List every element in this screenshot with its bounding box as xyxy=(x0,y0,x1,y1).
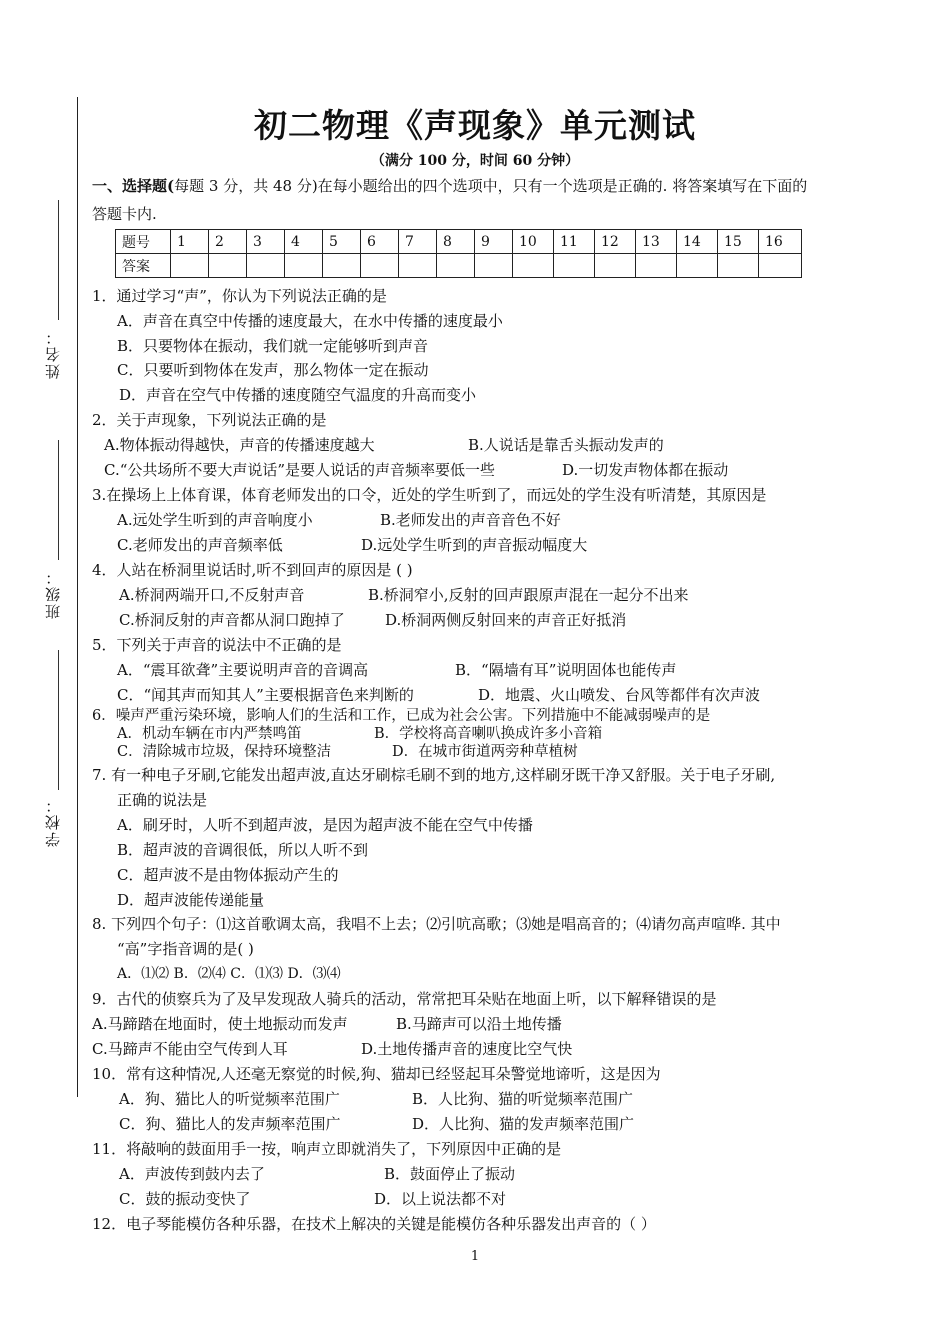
answer-cell[interactable] xyxy=(718,254,759,278)
q4-option-a: A.桥洞两端开口,不反射声音 xyxy=(119,586,305,604)
answer-cell[interactable] xyxy=(636,254,677,278)
answer-cell[interactable] xyxy=(247,254,285,278)
q3-option-b: B.老师发出的声音音色不好 xyxy=(380,511,561,529)
answer-cell[interactable] xyxy=(554,254,595,278)
q4-stem: 4．人站在桥洞里说话时,听不到回声的原因是 ( ) xyxy=(92,561,413,579)
q4-option-b: B.桥洞窄小,反射的回声跟原声混在一起分不出来 xyxy=(368,586,689,604)
q4-option-d: D.桥洞两侧反射回来的声音正好抵消 xyxy=(385,611,627,629)
question-number-cell: 10 xyxy=(513,230,554,254)
q1-option-b: B．只要物体在振动，我们就一定能够听到声音 xyxy=(117,337,429,355)
q6-stem: 6．噪声严重污染环境，影响人们的生活和工作，已成为社会公害。下列措施中不能减弱噪声的是 xyxy=(92,708,711,724)
q11-option-c: C．鼓的振动变快了 xyxy=(119,1190,251,1208)
q6-option-d: D．在城市街道两旁种草植树 xyxy=(392,744,578,760)
q10-option-a: A．狗、猫比人的听觉频率范围广 xyxy=(119,1090,340,1108)
q1-option-d: D．声音在空气中传播的速度随空气温度的升高而变小 xyxy=(119,386,477,404)
q6-option-b: B．学校将高音喇叭换成许多小音箱 xyxy=(374,726,603,742)
q7-option-a: A．刷牙时，人听不到超声波，是因为超声波不能在空气中传播 xyxy=(117,816,533,834)
answer-table xyxy=(115,229,802,278)
answer-cell[interactable] xyxy=(209,254,247,278)
answer-cell[interactable] xyxy=(437,254,475,278)
question-number-cell: 14 xyxy=(677,230,718,254)
q5-option-a: A．“震耳欲聋”主要说明声音的音调高 xyxy=(117,661,369,679)
answer-table-number-row xyxy=(116,230,802,254)
q2-option-c: C.“公共场所不要大声说话”是要人说话的声音频率要低一些 xyxy=(104,461,496,479)
q6-option-c: C．清除城市垃圾，保持环境整洁 xyxy=(117,744,332,760)
question-number-cell: 8 xyxy=(437,230,475,254)
q6-option-a: A．机动车辆在市内严禁鸣笛 xyxy=(117,726,302,742)
q8-options: A．⑴⑵ B．⑵⑷ C．⑴⑶ D．⑶⑷ xyxy=(117,966,341,982)
row-label-question: 题号 xyxy=(116,230,171,254)
question-number-cell: 4 xyxy=(285,230,323,254)
q1-option-a: A．声音在真空中传播的速度最大，在水中传播的速度最小 xyxy=(117,312,503,330)
q7-stem-cont: 正确的说法是 xyxy=(117,791,208,809)
question-number-cell: 13 xyxy=(636,230,677,254)
q2-option-d: D.一切发声物体都在振动 xyxy=(562,461,729,479)
q3-stem: 3.在操场上上体育课，体育老师发出的口令，近处的学生听到了，而远处的学生没有听清楚，其原因是 xyxy=(92,486,767,504)
question-number-cell: 3 xyxy=(247,230,285,254)
q10-option-b: B．人比狗、猫的听觉频率范围广 xyxy=(412,1090,634,1108)
q11-option-d: D．以上说法都不对 xyxy=(374,1190,507,1208)
q3-option-d: D.远处学生听到的声音振动幅度大 xyxy=(361,536,588,554)
q11-option-a: A．声波传到鼓内去了 xyxy=(119,1165,265,1183)
question-number-cell: 7 xyxy=(399,230,437,254)
q7-option-c: C．超声波不是由物体振动产生的 xyxy=(117,866,339,884)
answer-cell[interactable] xyxy=(513,254,554,278)
answer-cell[interactable] xyxy=(399,254,437,278)
q5-option-b: B．“隔墙有耳”说明固体也能传声 xyxy=(455,661,677,679)
answer-cell[interactable] xyxy=(677,254,718,278)
q7-option-b: B．超声波的音调很低，所以人听不到 xyxy=(117,841,369,859)
q9-option-a: A.马蹄踏在地面时，使土地振动而发声 xyxy=(92,1015,348,1033)
class-label: 班级： xyxy=(44,568,62,619)
q8-stem-cont: “高”字指音调的是( ) xyxy=(117,940,254,958)
q7-stem: 7. 有一种电子牙刷,它能发出超声波,直达牙刷棕毛刷不到的地方,这样刷牙既干净又舒服。关于电子牙刷, xyxy=(92,766,776,784)
section-heading: 一、选择题( xyxy=(92,177,175,195)
q2-stem: 2．关于声现象，下列说法正确的是 xyxy=(92,411,327,429)
question-number-cell: 5 xyxy=(323,230,361,254)
q9-stem: 9．古代的侦察兵为了及早发现敌人骑兵的活动，常常把耳朵贴在地面上听，以下解释错误的是 xyxy=(92,990,717,1008)
q8-stem: 8. 下列四个句子：⑴这首歌调太高，我唱不上去；⑵引吭高歌；⑶她是唱高音的；⑷请勿高声喧哗. 其中 xyxy=(92,915,781,933)
q10-option-c: C．狗、猫比人的发声频率范围广 xyxy=(119,1115,341,1133)
q3-option-c: C.老师发出的声音频率低 xyxy=(117,536,283,554)
page-subtitle: （满分 100 分，时间 60 分钟） xyxy=(370,153,580,169)
q5-stem: 5．下列关于声音的说法中不正确的是 xyxy=(92,636,342,654)
section-instructions-cont: 答题卡内. xyxy=(92,205,157,223)
school-field-line xyxy=(58,650,59,790)
page-title: 初二物理《声现象》单元测试 xyxy=(254,106,696,145)
answer-cell[interactable] xyxy=(475,254,513,278)
question-number-cell: 11 xyxy=(554,230,595,254)
section-instructions xyxy=(92,176,807,196)
question-number-cell: 12 xyxy=(595,230,636,254)
class-field-line xyxy=(58,440,59,560)
question-number-cell: 16 xyxy=(759,230,802,254)
q9-option-c: C.马蹄声不能由空气传到人耳 xyxy=(92,1040,288,1058)
answer-cell[interactable] xyxy=(759,254,802,278)
q1-stem: 1．通过学习“声”，你认为下列说法正确的是 xyxy=(92,287,387,305)
q12-stem: 12．电子琴能模仿各种乐器，在技术上解决的关键是能模仿各种乐器发出声音的（ ） xyxy=(92,1215,656,1233)
q7-option-d: D．超声波能传递能量 xyxy=(117,891,265,909)
name-field-line xyxy=(58,200,59,320)
question-number-cell: 1 xyxy=(171,230,209,254)
answer-cell[interactable] xyxy=(285,254,323,278)
q2-option-b: B.人说话是靠舌头振动发声的 xyxy=(468,436,664,454)
binding-line xyxy=(77,97,78,1097)
q3-option-a: A.远处学生听到的声音响度小 xyxy=(117,511,313,529)
q10-option-d: D．人比狗、猫的发声频率范围广 xyxy=(412,1115,635,1133)
q9-option-d: D.土地传播声音的速度比空气快 xyxy=(361,1040,573,1058)
question-number-cell: 9 xyxy=(475,230,513,254)
q11-option-b: B．鼓面停止了振动 xyxy=(384,1165,516,1183)
question-number-cell: 2 xyxy=(209,230,247,254)
answer-cell[interactable] xyxy=(323,254,361,278)
question-number-cell: 6 xyxy=(361,230,399,254)
row-label-answer: 答案 xyxy=(116,254,171,278)
q1-option-c: C．只要听到物体在发声，那么物体一定在振动 xyxy=(117,361,429,379)
q10-stem: 10．常有这种情况,人还毫无察觉的时候,狗、猫却已经竖起耳朵警觉地谛听，这是因为 xyxy=(92,1065,661,1083)
name-label: 姓名： xyxy=(44,328,62,379)
school-label: 学校： xyxy=(44,796,62,847)
q9-option-b: B.马蹄声可以沿土地传播 xyxy=(396,1015,562,1033)
q5-option-d: D．地震、火山喷发、台风等都伴有次声波 xyxy=(478,686,761,704)
answer-cell[interactable] xyxy=(171,254,209,278)
answer-table-answer-row xyxy=(116,254,802,278)
answer-cell[interactable] xyxy=(595,254,636,278)
q11-stem: 11．将敲响的鼓面用手一按，响声立即就消失了，下列原因中正确的是 xyxy=(92,1140,562,1158)
section-instructions-text: 每题 3 分，共 48 分)在每小题给出的四个选项中，只有一个选项是正确的. 将答案填写在下面的 xyxy=(174,177,808,195)
answer-cell[interactable] xyxy=(361,254,399,278)
page-number: 1 xyxy=(470,1249,480,1264)
q2-option-a: A.物体振动得越快，声音的传播速度越大 xyxy=(104,436,375,454)
q5-option-c: C．“闻其声而知其人”主要根据音色来判断的 xyxy=(117,686,414,704)
q4-option-c: C.桥洞反射的声音都从洞口跑掉了 xyxy=(119,611,345,629)
question-number-cell: 15 xyxy=(718,230,759,254)
